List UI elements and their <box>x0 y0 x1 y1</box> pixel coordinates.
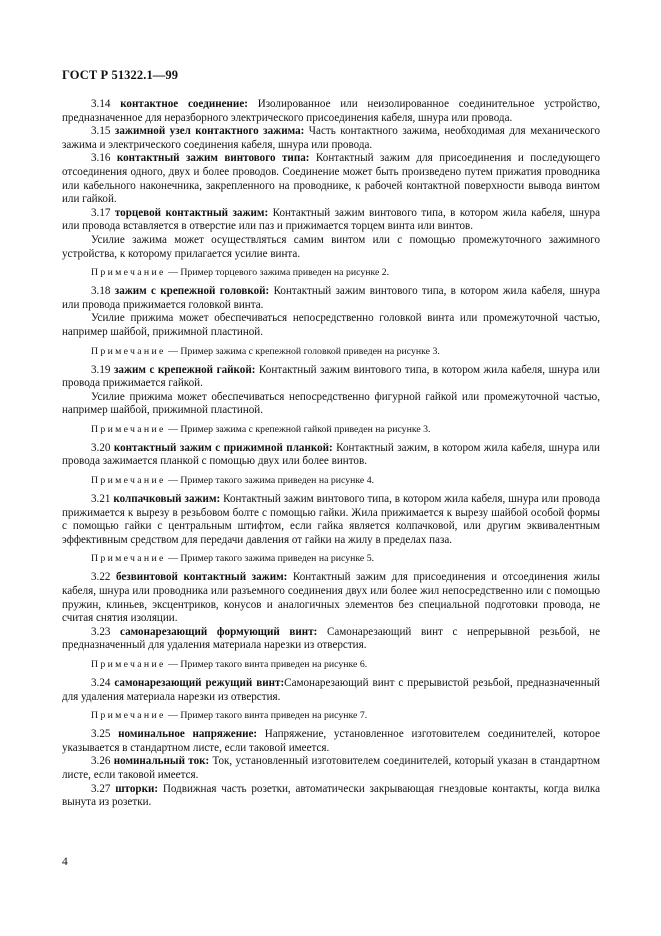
definition-text: Часть контактного зажима, необходимая для механического зажима и электрического соединения кабеля, шнура или провода. <box>62 125 600 151</box>
term-name: колпачковый зажим: <box>113 493 221 506</box>
note-label: Примечание <box>91 345 166 357</box>
term-name: шторки: <box>115 782 159 795</box>
note-label: Примечание <box>91 659 166 670</box>
page-number: 4 <box>62 856 68 868</box>
definition-text: Самонарезающий винт с непрерывной резьбой, не предназначенный для удаления материала нарезки из отверстия. <box>62 625 600 652</box>
clause-number: 3.19 <box>91 363 111 376</box>
note-label: Примечание <box>91 423 166 435</box>
note-dash: — <box>165 659 181 670</box>
definition-paragraph <box>62 677 600 704</box>
note-label: Примечание <box>91 553 166 565</box>
note-text: Пример зажима с крепежной гайкой приведен на рисунке 3. <box>180 423 431 435</box>
term-name: торцевой контактный зажим: <box>114 206 269 219</box>
note-dash: — <box>165 267 181 279</box>
clause-number: 3.24 <box>91 677 111 689</box>
term-name: контактный зажим винтового типа: <box>116 152 310 165</box>
term-name: номинальное напряжение: <box>118 728 258 741</box>
term-name: безвинтовой контактный зажим: <box>115 571 288 584</box>
definition-text: Напряжение, установленное изготовителем соединителей, которое указывается в стандартном листе, если таковой имеется. <box>62 728 600 754</box>
note-dash: — <box>165 423 181 435</box>
note-paragraph <box>62 659 600 671</box>
term-name: контактный зажим с прижимной планкой: <box>113 441 333 454</box>
body-paragraph: Усилие прижима может обеспечиваться непосредственно головкой винта или промежуточной частью, например шайбой, прижимной пластиной. <box>62 312 600 338</box>
term-name: самонарезающий формующий винт: <box>120 625 318 638</box>
term-name: зажим с крепежной головкой: <box>114 285 270 298</box>
note-label: Примечание <box>91 475 166 487</box>
clause-number: 3.27 <box>91 782 111 795</box>
definition-text: Ток, установленный изготовителем соединителей, который указан в стандартном листе, если таковой имеется. <box>62 755 600 781</box>
clause-number: 3.23 <box>91 625 111 638</box>
note-paragraph <box>62 346 600 358</box>
term-name: зажим с крепежной гайкой: <box>113 363 256 376</box>
document-body <box>62 98 600 810</box>
definition-text: Подвижная часть розетки, автоматически закрывающая гнездовые контакты, когда вилка вынута из розетки. <box>62 782 600 809</box>
body-paragraph: Усилие прижима может обеспечиваться непосредственно фигурной гайкой или промежуточной частью, например шайбой, прижимной пластиной. <box>62 390 600 417</box>
note-text: Пример такого зажима приведен на рисунке 4. <box>180 475 375 487</box>
clause-number: 3.18 <box>91 285 111 298</box>
definition-paragraph <box>62 364 600 391</box>
definition-text: Контактный зажим, в котором жила кабеля, шнура или провода зажимается планкой с помощью двух или более винтов. <box>62 441 600 468</box>
document-code-header: ГОСТ Р 51322.1—99 <box>62 68 179 82</box>
term-name: номинальный ток: <box>113 755 210 768</box>
note-paragraph <box>62 267 600 279</box>
definition-text: Контактный зажим винтового типа, в котором жила кабеля, шнура или провода вставляется в отверстие или паз и прижимается торцем винта или винтов. <box>62 206 600 233</box>
note-dash: — <box>165 345 181 357</box>
note-text: Пример такого винта приведен на рисунке 7. <box>180 710 368 722</box>
note-text: Пример торцевого зажима приведен на рисунке 2. <box>180 267 390 279</box>
definition-text: Изолированное или неизолированное соединительное устройство, предназначенное для неразборного электрического присоединения кабеля, шнура или провода. <box>62 98 600 124</box>
note-text: Пример зажима с крепежной головкой приведен на рисунке 3. <box>180 345 440 357</box>
note-paragraph <box>62 553 600 565</box>
note-paragraph <box>62 475 600 487</box>
clause-number: 3.22 <box>91 571 111 584</box>
clause-number: 3.25 <box>91 728 111 741</box>
clause-number: 3.21 <box>91 493 111 506</box>
term-name: контактное соединение: <box>120 98 248 110</box>
definition-text: Контактный зажим винтового типа, в котором жила кабеля, шнура или провода прижимается гайкой. <box>62 363 600 390</box>
note-dash: — <box>165 553 181 565</box>
term-name: зажимной узел контактного зажима: <box>114 125 305 138</box>
note-paragraph <box>62 424 600 436</box>
definition-paragraph <box>62 125 600 152</box>
definition-text: Контактный зажим для присоединения и отсоединения жилы кабеля, шнура или проводника или разъемного соединения двух или более жил непосредственно или с помощью пружин, клиньев, эксцентриков, конусов и аналогичных элементов без специальной подготовки провода, не считая снятия изоляции. <box>62 571 600 625</box>
definition-text: Контактный зажим для присоединения и последующего отсоединения одного, двух и более проводов. Соединение может быть произведено путем прижатия проводника или кабельного наконечника, закрепленного на проводнике, к рабочей контактной поверхности вывода винтом или гайкой. <box>62 152 601 206</box>
clause-number: 3.14 <box>91 98 111 110</box>
note-paragraph <box>62 710 600 722</box>
note-dash: — <box>165 710 181 722</box>
definition-paragraph <box>62 207 600 234</box>
note-text: Пример такого винта приведен на рисунке 6. <box>180 659 368 670</box>
clause-number: 3.20 <box>91 441 111 454</box>
definition-paragraph <box>62 285 600 312</box>
definition-paragraph <box>62 755 600 782</box>
definition-paragraph <box>62 626 600 653</box>
note-label: Примечание <box>91 267 166 279</box>
body-paragraph: Усилие зажима может осуществляться самим винтом или с помощью промежуточного зажимного устройства, к которому прилагается усилие винта. <box>62 233 600 260</box>
definition-paragraph <box>62 728 600 755</box>
definition-paragraph <box>62 98 600 125</box>
clause-number: 3.17 <box>91 206 111 219</box>
note-label: Примечание <box>91 710 166 722</box>
note-text: Пример такого зажима приведен на рисунке 5. <box>180 553 375 565</box>
clause-number: 3.15 <box>91 125 111 138</box>
definition-paragraph <box>62 571 600 625</box>
clause-number: 3.16 <box>91 152 111 165</box>
definition-paragraph <box>62 152 600 206</box>
definition-text: Самонарезающий винт с прерывистой резьбой, предназначенный для удаления материала нарезки из отверстия. <box>62 677 600 703</box>
definition-text: Контактный зажим винтового типа, в котором жила кабеля, шнура или провода прижимается к вырезу в резьбовом болте с помощью гайки. Жила прижимается к вырезу шайбой особой формы с помощью гайки с центральным штифтом, если гайка является колпачковой, или другим эквивалентным эффективным средством для передачи давления от гайки на жилу в пределах паза. <box>62 493 600 546</box>
definition-paragraph <box>62 493 600 547</box>
clause-number: 3.26 <box>91 755 111 768</box>
term-name: самонарезающий режущий винт: <box>114 677 285 689</box>
note-dash: — <box>165 475 181 487</box>
definition-paragraph <box>62 442 600 469</box>
definition-paragraph <box>62 783 600 810</box>
definition-text: Контактный зажим винтового типа, в котором жила кабеля, шнура или провода прижимается головкой винта. <box>62 285 601 311</box>
